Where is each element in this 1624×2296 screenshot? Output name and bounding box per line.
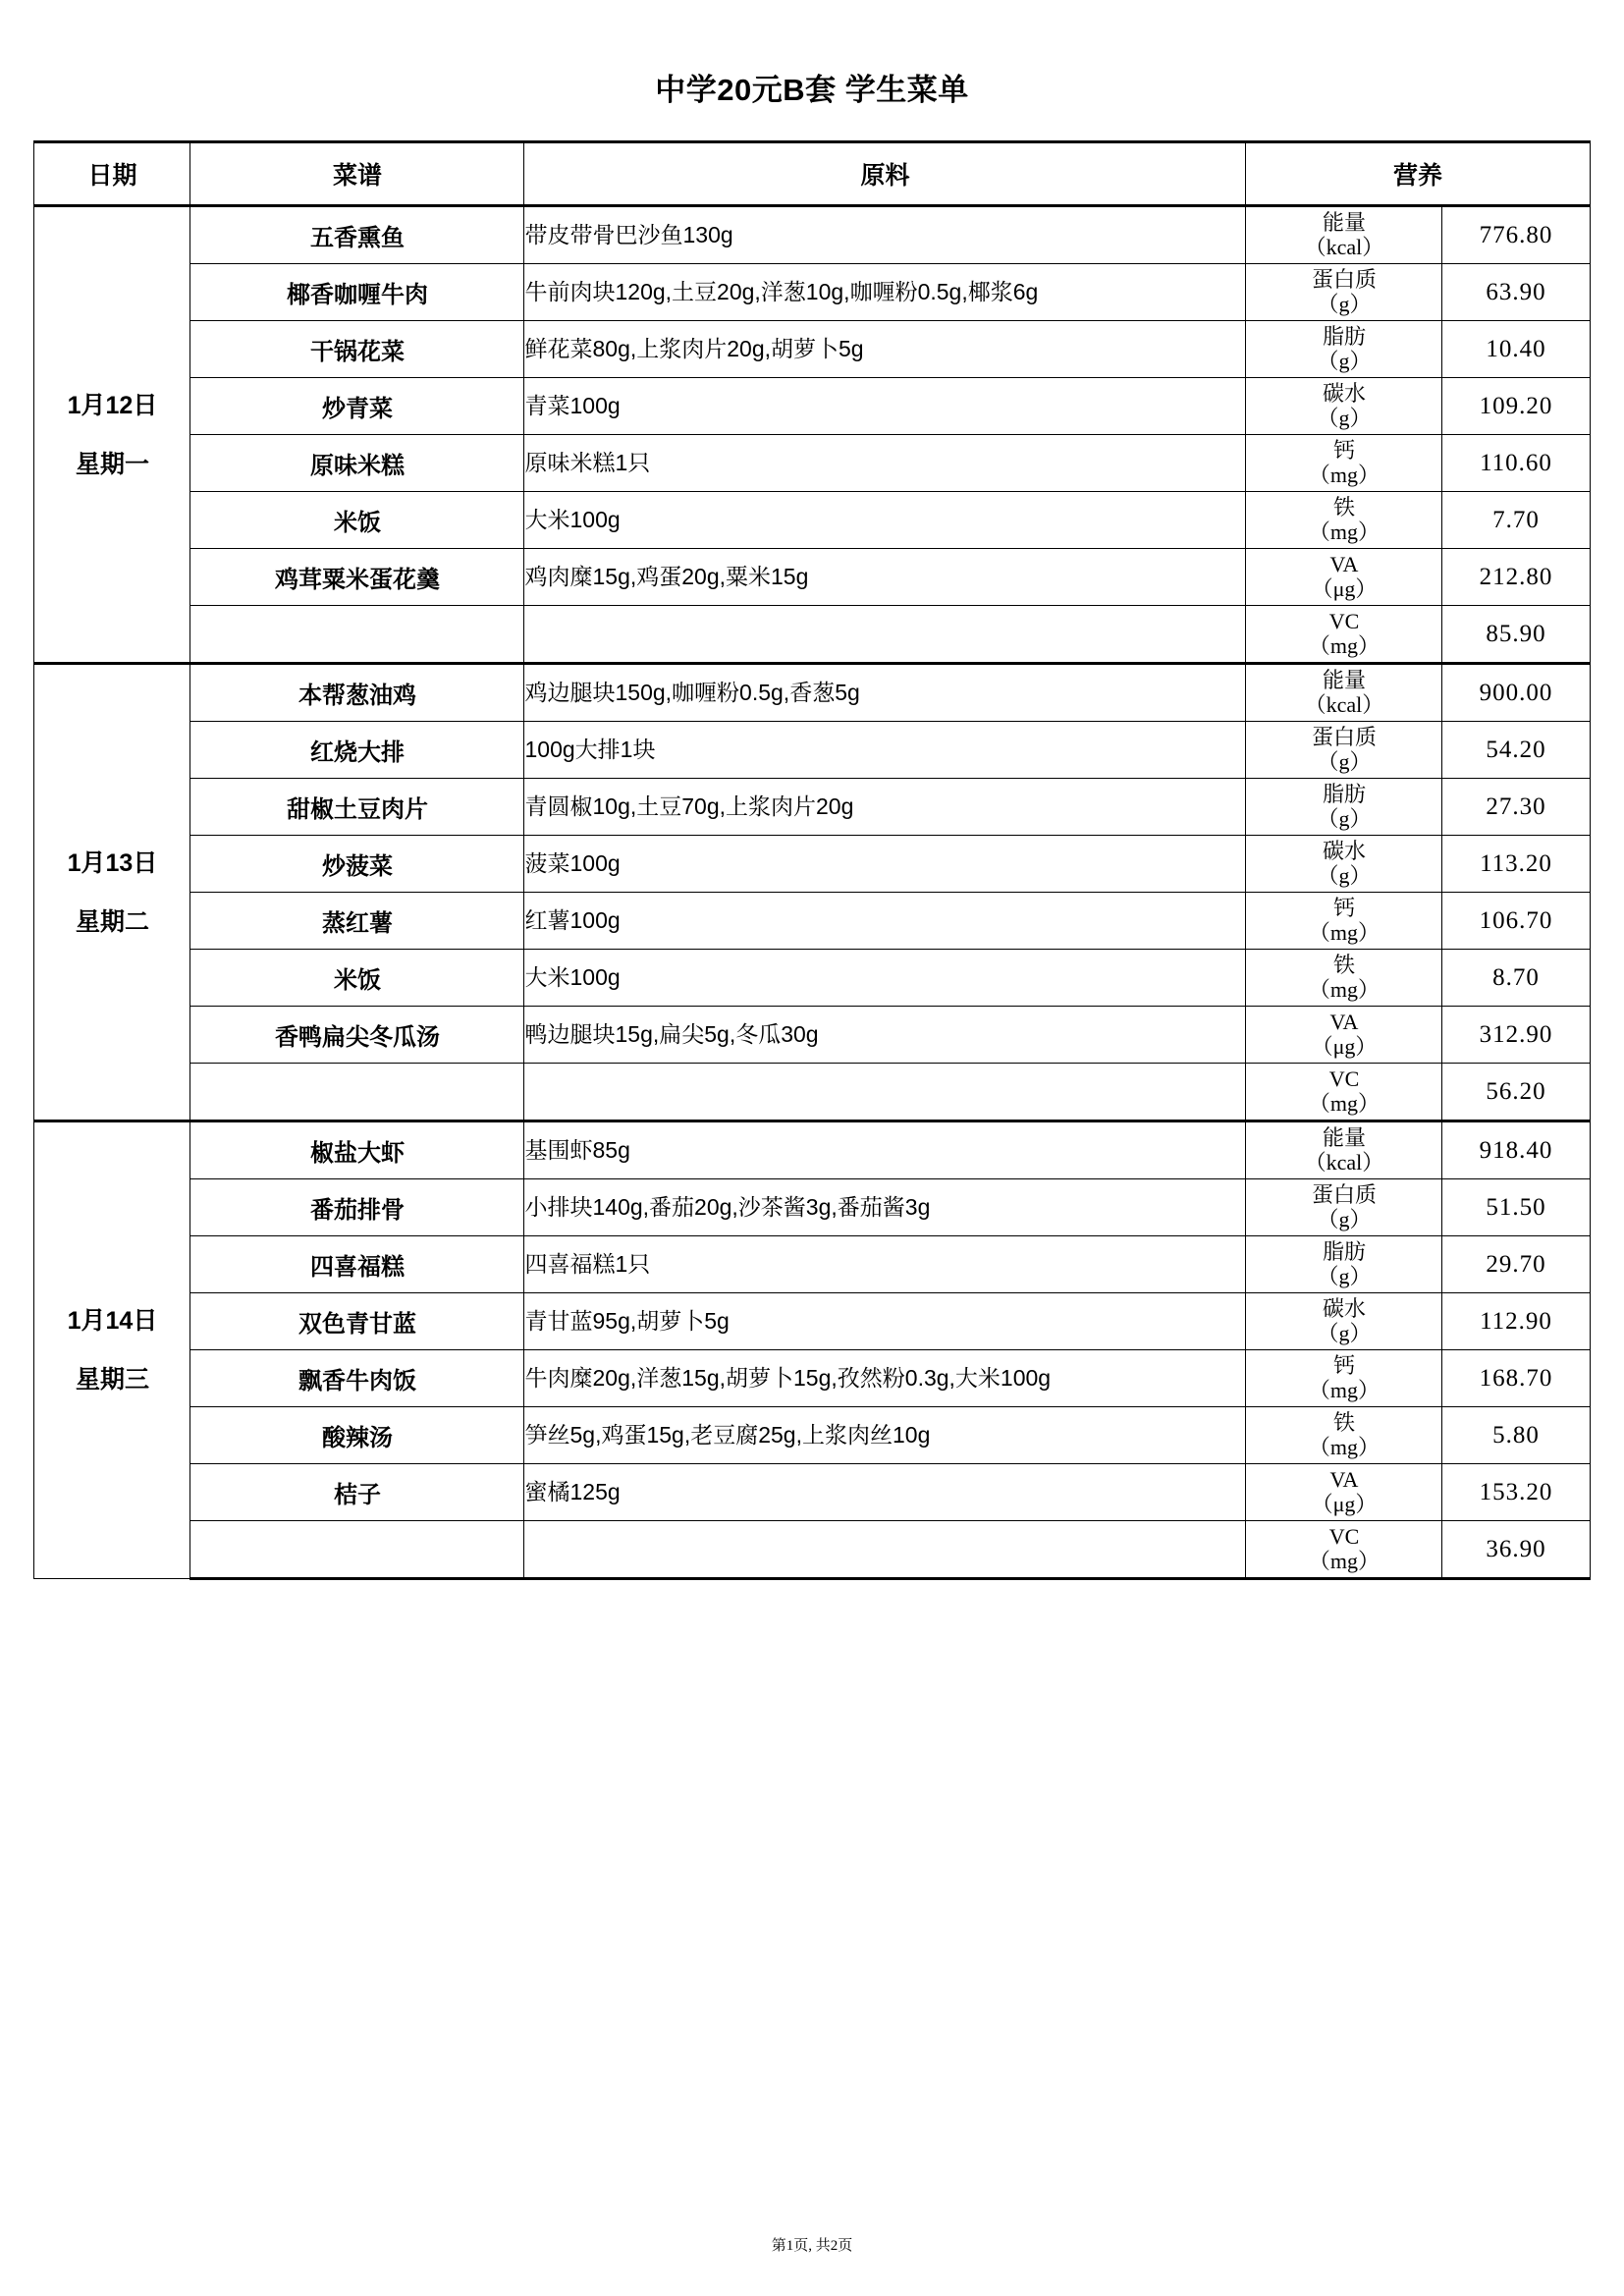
nutrient-unit: （kcal） — [1304, 1149, 1384, 1175]
nutrient-value-cell: 63.90 — [1442, 264, 1590, 321]
dish-name-cell: 五香熏鱼 — [190, 206, 524, 264]
nutrient-label-cell — [1246, 893, 1442, 950]
nutrient-label-cell — [1246, 321, 1442, 378]
page-title: 中学20元B套 学生菜单 — [655, 73, 969, 107]
nutrient-name: 碳水 — [1322, 838, 1366, 863]
dish-name-cell: 原味米糕 — [190, 435, 524, 492]
ingredients-cell: 小排块140g,番茄20g,沙茶酱3g,番茄酱3g — [524, 1179, 1246, 1236]
dish-name-cell: 香鸭扁尖冬瓜汤 — [190, 1007, 524, 1064]
nutrient-name: VC — [1328, 608, 1360, 633]
dish-name-cell: 蒸红薯 — [190, 893, 524, 950]
ingredients-cell: 青圆椒10g,土豆70g,上浆肉片20g — [524, 779, 1246, 836]
nutrient-name: VC — [1328, 1066, 1360, 1091]
dish-name-cell: 番茄排骨 — [190, 1179, 524, 1236]
nutrient-name: 脂肪 — [1322, 323, 1366, 349]
dish-name-cell: 甜椒土豆肉片 — [190, 779, 524, 836]
ingredients-cell: 鸭边腿块15g,扁尖5g,冬瓜30g — [524, 1007, 1246, 1064]
column-header-nutrition: 营养 — [1246, 142, 1590, 206]
table-row — [34, 1236, 1590, 1293]
ingredients-cell: 基围虾85g — [524, 1121, 1246, 1179]
table-row — [34, 1064, 1590, 1121]
nutrient-name: 能量 — [1322, 1124, 1366, 1150]
table-row — [34, 722, 1590, 779]
nutrient-name: VA — [1329, 1466, 1359, 1492]
nutrient-unit: （mg） — [1308, 976, 1380, 1002]
nutrient-name: 能量 — [1322, 209, 1366, 235]
nutrient-name: 碳水 — [1322, 380, 1366, 406]
nutrient-value-cell: 109.20 — [1442, 378, 1590, 435]
table-header — [34, 142, 1590, 206]
dish-name-cell: 飘香牛肉饭 — [190, 1350, 524, 1407]
nutrient-label-cell — [1246, 606, 1442, 664]
nutrient-label-cell — [1246, 1464, 1442, 1521]
nutrient-name: 铁 — [1332, 494, 1355, 519]
date-cell — [34, 664, 190, 1121]
nutrient-value-cell: 7.70 — [1442, 492, 1590, 549]
ingredients-cell: 大米100g — [524, 950, 1246, 1007]
nutrient-value-cell: 29.70 — [1442, 1236, 1590, 1293]
nutrient-value-cell: 10.40 — [1442, 321, 1590, 378]
dish-name-cell: 炒菠菜 — [190, 836, 524, 893]
nutrient-label-cell — [1246, 722, 1442, 779]
nutrient-value-cell: 106.70 — [1442, 893, 1590, 950]
nutrient-name: 铁 — [1332, 1409, 1355, 1435]
nutrient-name: VC — [1328, 1523, 1360, 1549]
table-row — [34, 378, 1590, 435]
nutrient-value-cell: 168.70 — [1442, 1350, 1590, 1407]
nutrient-label-cell — [1246, 1350, 1442, 1407]
nutrient-name: 碳水 — [1322, 1295, 1366, 1321]
nutrient-name: 蛋白质 — [1311, 1181, 1377, 1207]
nutrient-label-cell — [1246, 950, 1442, 1007]
ingredients-cell: 菠菜100g — [524, 836, 1246, 893]
table-row — [34, 1350, 1590, 1407]
ingredients-cell: 笋丝5g,鸡蛋15g,老豆腐25g,上浆肉丝10g — [524, 1407, 1246, 1464]
nutrient-unit: （g） — [1317, 748, 1372, 774]
nutrient-value-cell: 112.90 — [1442, 1293, 1590, 1350]
dish-name-cell: 双色青甘蓝 — [190, 1293, 524, 1350]
dish-name-cell: 桔子 — [190, 1464, 524, 1521]
ingredients-cell: 青甘蓝95g,胡萝卜5g — [524, 1293, 1246, 1350]
nutrient-unit: （g） — [1317, 1263, 1372, 1288]
nutrient-value-cell: 212.80 — [1442, 549, 1590, 606]
nutrient-value-cell: 776.80 — [1442, 206, 1590, 264]
nutrient-name: 铁 — [1332, 952, 1355, 977]
weekday-value: 星期一 — [75, 450, 149, 478]
nutrient-label-cell — [1246, 1293, 1442, 1350]
nutrient-label-cell — [1246, 779, 1442, 836]
dish-name-cell — [190, 1521, 524, 1579]
nutrient-value-cell: 85.90 — [1442, 606, 1590, 664]
dish-name-cell: 鸡茸粟米蛋花羹 — [190, 549, 524, 606]
nutrient-unit: （mg） — [1308, 1548, 1380, 1573]
nutrient-name: 钙 — [1332, 1352, 1355, 1378]
ingredients-cell: 蜜橘125g — [524, 1464, 1246, 1521]
ingredients-cell: 四喜福糕1只 — [524, 1236, 1246, 1293]
dish-name-cell: 椒盐大虾 — [190, 1121, 524, 1179]
dish-name-cell: 本帮葱油鸡 — [190, 664, 524, 722]
ingredients-cell — [524, 606, 1246, 664]
nutrient-label-cell — [1246, 1007, 1442, 1064]
nutrient-unit: （kcal） — [1304, 691, 1384, 717]
table-row — [34, 836, 1590, 893]
nutrient-name: 蛋白质 — [1311, 724, 1377, 749]
nutrient-unit: （kcal） — [1304, 234, 1384, 259]
dish-name-cell: 酸辣汤 — [190, 1407, 524, 1464]
nutrient-unit: （g） — [1317, 805, 1372, 831]
table-row — [34, 264, 1590, 321]
ingredients-cell: 牛肉糜20g,洋葱15g,胡萝卜15g,孜然粉0.3g,大米100g — [524, 1350, 1246, 1407]
nutrient-name: 脂肪 — [1322, 781, 1366, 806]
nutrient-label-cell — [1246, 1407, 1442, 1464]
date-cell — [34, 206, 190, 664]
dish-name-cell: 四喜福糕 — [190, 1236, 524, 1293]
dish-name-cell: 红烧大排 — [190, 722, 524, 779]
nutrient-label-cell — [1246, 492, 1442, 549]
nutrient-unit: （μg） — [1311, 1491, 1378, 1516]
table-row — [34, 549, 1590, 606]
nutrient-name: 蛋白质 — [1311, 266, 1377, 292]
nutrient-name: VA — [1329, 551, 1359, 576]
date-value: 1月14日 — [67, 1307, 158, 1335]
ingredients-cell: 鸡边腿块150g,咖喱粉0.5g,香葱5g — [524, 664, 1246, 722]
dish-name-cell: 椰香咖喱牛肉 — [190, 264, 524, 321]
nutrient-unit: （μg） — [1311, 575, 1378, 601]
nutrient-unit: （g） — [1317, 862, 1372, 888]
nutrient-label-cell — [1246, 664, 1442, 722]
ingredients-cell — [524, 1064, 1246, 1121]
table-row — [34, 606, 1590, 664]
nutrient-label-cell — [1246, 1121, 1442, 1179]
nutrient-value-cell: 56.20 — [1442, 1064, 1590, 1121]
nutrient-name: 能量 — [1322, 667, 1366, 692]
nutrient-value-cell: 5.80 — [1442, 1407, 1590, 1464]
nutrient-unit: （g） — [1317, 1320, 1372, 1345]
nutrient-label-cell — [1246, 378, 1442, 435]
nutrient-label-cell — [1246, 1179, 1442, 1236]
table-row — [34, 492, 1590, 549]
ingredients-cell: 鸡肉糜15g,鸡蛋20g,粟米15g — [524, 549, 1246, 606]
ingredients-cell: 带皮带骨巴沙鱼130g — [524, 206, 1246, 264]
nutrient-value-cell: 312.90 — [1442, 1007, 1590, 1064]
nutrient-unit: （mg） — [1308, 1434, 1380, 1459]
nutrient-label-cell — [1246, 1236, 1442, 1293]
nutrient-unit: （μg） — [1311, 1033, 1378, 1059]
nutrient-unit: （mg） — [1308, 919, 1380, 945]
nutrient-name: VA — [1329, 1009, 1359, 1034]
table-row — [34, 1121, 1590, 1179]
nutrient-unit: （mg） — [1308, 632, 1380, 658]
nutrient-value-cell: 918.40 — [1442, 1121, 1590, 1179]
nutrient-value-cell: 36.90 — [1442, 1521, 1590, 1579]
nutrient-value-cell: 113.20 — [1442, 836, 1590, 893]
ingredients-cell — [524, 1521, 1246, 1579]
dish-name-cell — [190, 1064, 524, 1121]
nutrient-value-cell: 27.30 — [1442, 779, 1590, 836]
ingredients-cell: 红薯100g — [524, 893, 1246, 950]
nutrient-value-cell: 110.60 — [1442, 435, 1590, 492]
nutrient-unit: （mg） — [1308, 519, 1380, 544]
ingredients-cell: 青菜100g — [524, 378, 1246, 435]
table-row — [34, 664, 1590, 722]
dish-name-cell: 干锅花菜 — [190, 321, 524, 378]
nutrient-label-cell — [1246, 435, 1442, 492]
nutrient-label-cell — [1246, 1521, 1442, 1579]
nutrient-unit: （g） — [1317, 405, 1372, 430]
column-header-ingredients: 原料 — [524, 142, 1246, 206]
nutrient-name: 脂肪 — [1322, 1238, 1366, 1264]
nutrient-value-cell: 8.70 — [1442, 950, 1590, 1007]
page-footer: 第1页, 共2页 — [771, 2238, 853, 2254]
table-row — [34, 779, 1590, 836]
table-row — [34, 1007, 1590, 1064]
nutrient-unit: （g） — [1317, 348, 1372, 373]
dish-name-cell: 米饭 — [190, 950, 524, 1007]
nutrient-label-cell — [1246, 1064, 1442, 1121]
nutrient-label-cell — [1246, 264, 1442, 321]
date-cell — [34, 1121, 190, 1579]
nutrient-unit: （mg） — [1308, 462, 1380, 487]
nutrient-label-cell — [1246, 549, 1442, 606]
table-body — [34, 206, 1590, 1579]
nutrient-unit: （g） — [1317, 291, 1372, 316]
ingredients-cell: 牛前肉块120g,土豆20g,洋葱10g,咖喱粉0.5g,椰浆6g — [524, 264, 1246, 321]
table-row — [34, 1407, 1590, 1464]
menu-table — [33, 140, 1590, 1580]
weekday-value: 星期三 — [75, 1366, 149, 1394]
nutrient-value-cell: 900.00 — [1442, 664, 1590, 722]
nutrient-unit: （g） — [1317, 1206, 1372, 1231]
table-row — [34, 893, 1590, 950]
dish-name-cell — [190, 606, 524, 664]
nutrient-value-cell: 51.50 — [1442, 1179, 1590, 1236]
table-row — [34, 435, 1590, 492]
nutrient-unit: （mg） — [1308, 1377, 1380, 1402]
table-row — [34, 950, 1590, 1007]
ingredients-cell: 原味米糕1只 — [524, 435, 1246, 492]
nutrient-label-cell — [1246, 206, 1442, 264]
table-row — [34, 1464, 1590, 1521]
nutrient-value-cell: 153.20 — [1442, 1464, 1590, 1521]
dish-name-cell: 炒青菜 — [190, 378, 524, 435]
ingredients-cell: 100g大排1块 — [524, 722, 1246, 779]
date-value: 1月13日 — [67, 848, 158, 877]
nutrient-name: 钙 — [1332, 437, 1355, 463]
nutrient-label-cell — [1246, 836, 1442, 893]
nutrient-value-cell: 54.20 — [1442, 722, 1590, 779]
table-row — [34, 1179, 1590, 1236]
nutrient-name: 钙 — [1332, 895, 1355, 920]
table-row — [34, 321, 1590, 378]
date-value: 1月12日 — [67, 391, 158, 419]
ingredients-cell: 大米100g — [524, 492, 1246, 549]
table-row — [34, 206, 1590, 264]
weekday-value: 星期二 — [75, 907, 149, 936]
table-row — [34, 1521, 1590, 1579]
nutrient-unit: （mg） — [1308, 1090, 1380, 1116]
column-header-date: 日期 — [34, 142, 190, 206]
table-row — [34, 1293, 1590, 1350]
dish-name-cell: 米饭 — [190, 492, 524, 549]
column-header-dish: 菜谱 — [190, 142, 524, 206]
ingredients-cell: 鲜花菜80g,上浆肉片20g,胡萝卜5g — [524, 321, 1246, 378]
